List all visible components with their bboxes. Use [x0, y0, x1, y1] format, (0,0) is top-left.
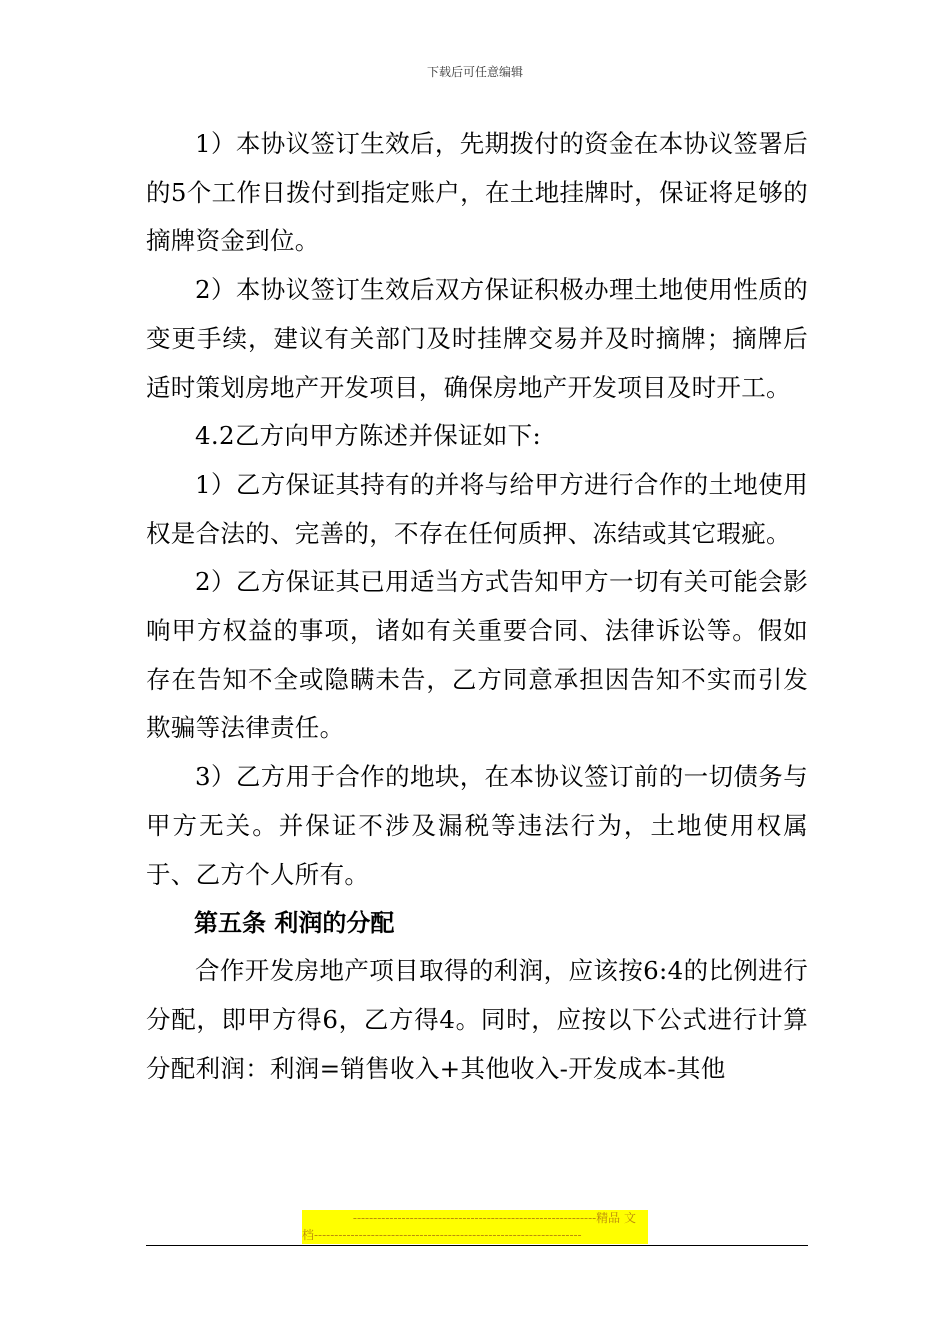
- paragraph-profit-distribution: 合作开发房地产项目取得的利润，应该按6:4的比例进行分配，即甲方得6，乙方得4。同时，应按以下公式进行计算分配利润：利润=销售收入+其他收入-开发成本-其他: [146, 956, 808, 1083]
- footer-banner-line-2: 档------------------------------------------------------------------: [302, 1227, 648, 1244]
- paragraph-party-b-warranty-intro: 4.2乙方向甲方陈述并保证如下:: [195, 421, 542, 451]
- document-body: [146, 120, 808, 1093]
- paragraph-debts: 3）乙方用于合作的地块，在本协议签订前的一切债务与甲方无关。并保证不涉及漏税等违法行为，土地使用权属于、乙方个人所有。: [146, 762, 808, 889]
- page-header: 下载后可任意编辑: [426, 65, 523, 79]
- footer-divider: [146, 1245, 808, 1246]
- footer-banner-line-1: ------------------------------------------------------------精品 文: [302, 1210, 648, 1227]
- footer-banner: [302, 1210, 648, 1244]
- section-heading-profit: 第五条 利润的分配: [194, 909, 395, 938]
- paragraph-land-right-legal: 1）乙方保证其持有的并将与给甲方进行合作的土地使用权是合法的、完善的，不存在任何质押、冻结或其它瑕疵。: [146, 469, 808, 548]
- paragraph-land-use-change: 2）本协议签订生效后双方保证积极办理土地使用性质的变更手续，建议有关部门及时挂牌交易并及时摘牌；摘牌后适时策划房地产开发项目，确保房地产开发项目及时开工。: [146, 275, 808, 402]
- paragraph-disclosure: 2）乙方保证其已用适当方式告知甲方一切有关可能会影响甲方权益的事项，诸如有关重要合同、法律诉讼等。假如存在告知不全或隐瞒未告，乙方同意承担因告知不实而引发欺骗等法律责任。: [146, 567, 808, 743]
- paragraph-funding: 1）本协议签订生效后，先期拨付的资金在本协议签署后的5个工作日拨付到指定账户，在土地挂牌时，保证将足够的摘牌资金到位。: [146, 129, 808, 256]
